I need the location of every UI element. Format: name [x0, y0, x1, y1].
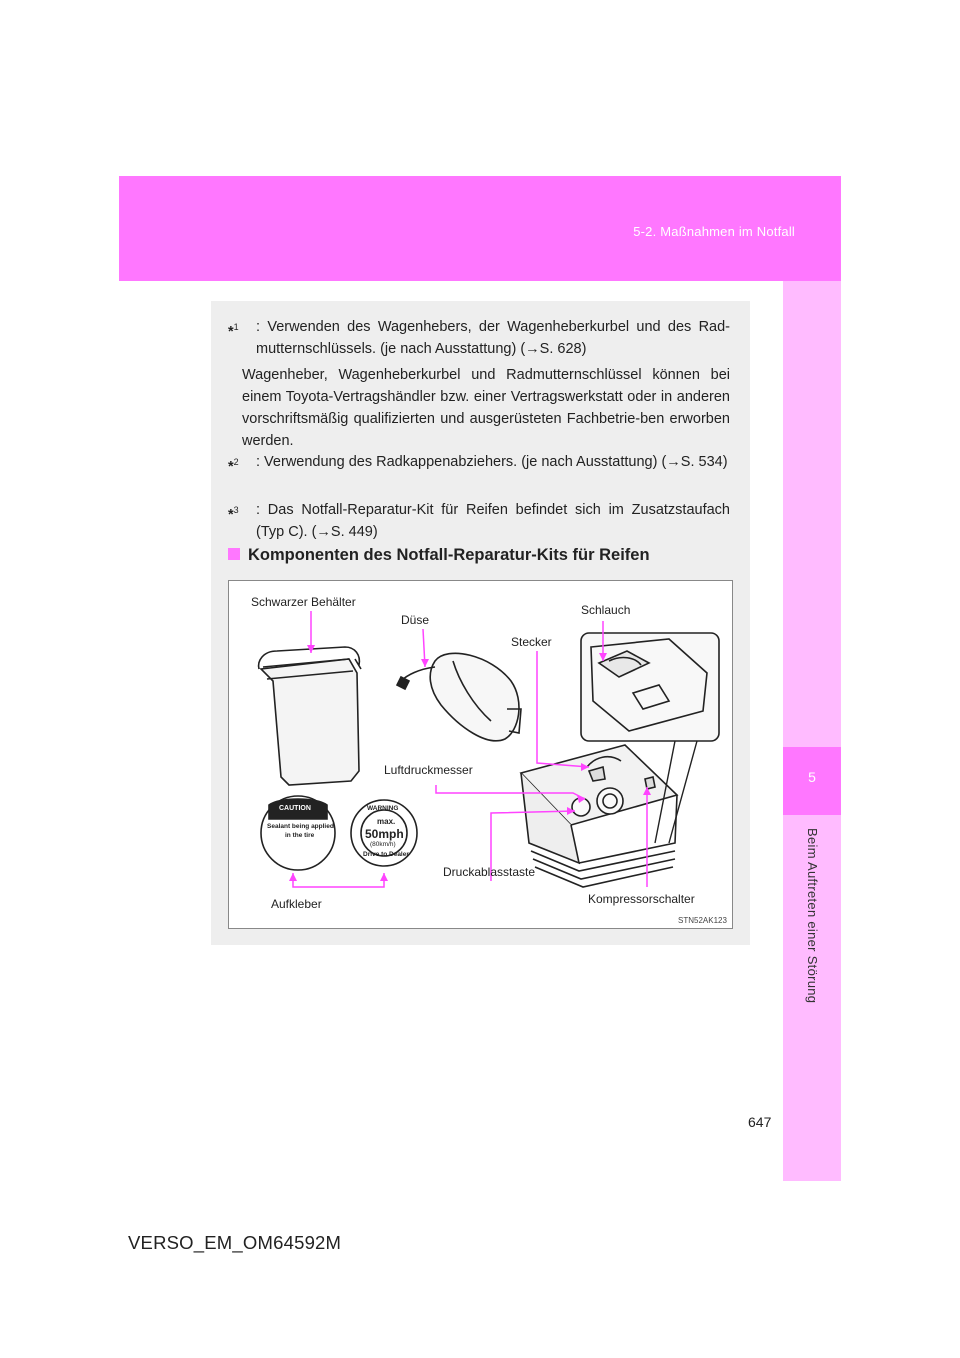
kit-illustration — [228, 580, 733, 929]
caution-line1: Sealant being applied — [267, 823, 334, 830]
footer-code: VERSO_EM_OM64592M — [128, 1232, 342, 1253]
chapter-title: Beim Auftreten einer Störung — [805, 828, 820, 1004]
figure-code: STN52AK123 — [678, 916, 727, 925]
note-1-detail — [228, 364, 730, 452]
label-hose: Schlauch — [581, 603, 631, 617]
chapter-number: 5 — [808, 769, 816, 785]
warning-bottom: Drive to Dealer — [363, 851, 409, 858]
section-heading — [228, 546, 738, 565]
label-switch: Kompressorschalter — [588, 892, 695, 906]
page-number: 647 — [748, 1114, 772, 1130]
note-mark: *$^2$ — [228, 457, 239, 475]
section-title: 5-2. Maßnahmen im Notfall — [633, 224, 795, 239]
heading-text: Komponenten des Notfall-Reparatur-Kits für Reifen — [248, 546, 650, 564]
warning-kmh: (80km/h) — [370, 841, 396, 848]
label-nozzle: Düse — [401, 613, 430, 627]
note-text: : Verwendung des Radkappenabziehers. (je nach Ausstattung) (→S. 534) — [256, 454, 728, 470]
label-gauge: Luftdruckmesser — [384, 763, 473, 777]
note-text: : Verwenden des Wagenhebers, der Wagenheberkurbel und des Rad-mutternschlüssels. (je nach Ausstattung) (→S. 628) — [256, 319, 730, 357]
label-container: Schwarzer Behälter — [251, 595, 356, 609]
note-text: : Das Notfall-Reparatur-Kit für Reifen befindet sich im Zusatzstaufach (Typ C). (→S. 449) — [256, 502, 730, 540]
side-tab-upper — [783, 281, 841, 747]
note-text: Wagenheber, Wagenheberkurbel und Radmutternschlüssel können bei einem Toyota-Vertragshändler bzw. einer Vertragswerkstatt oder in anderen vorschriftsmäßig qualifizierten und ausgerüsteten Fachbetrie-ben erworben werden. — [242, 367, 730, 449]
caution-line2: in the tire — [285, 832, 315, 839]
label-release: Druckablasstaste — [443, 865, 536, 879]
note-mark: *$^1$ — [228, 322, 239, 340]
note-2 — [228, 451, 730, 473]
nozzle-drawing — [397, 653, 521, 741]
note-1 — [228, 316, 730, 360]
container-drawing — [259, 647, 361, 785]
warning-max: max. — [377, 817, 396, 826]
hose-inset-drawing — [581, 633, 719, 741]
label-stickers: Aufkleber — [271, 897, 322, 911]
note-3 — [228, 499, 730, 543]
header-band — [119, 176, 841, 281]
note-mark: *$^3$ — [228, 505, 239, 523]
heading-square-icon — [228, 548, 240, 560]
chapter-tab[interactable] — [783, 747, 841, 815]
warning-top: WARNING — [367, 805, 399, 812]
label-plug: Stecker — [511, 635, 552, 649]
caution-title: CAUTION — [279, 805, 311, 812]
warning-speed: 50mph — [365, 827, 404, 841]
compressor-drawing — [521, 745, 677, 887]
